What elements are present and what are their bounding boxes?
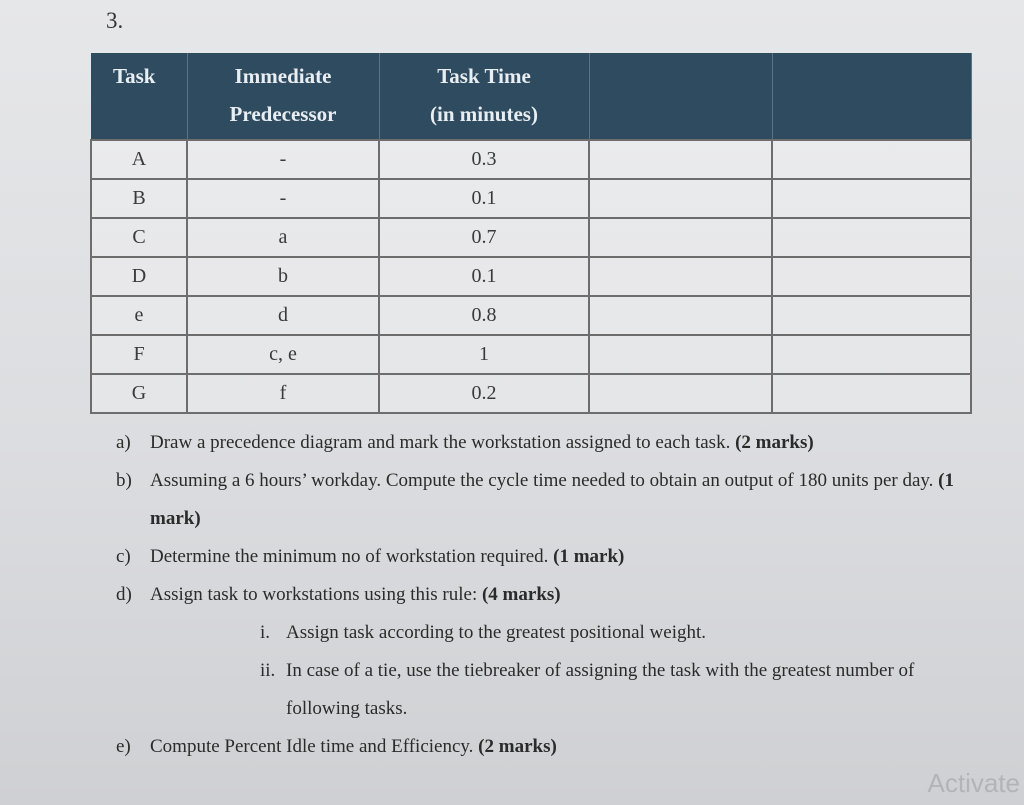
question-marks: (4 marks) xyxy=(481,584,561,605)
cell-empty xyxy=(589,179,772,218)
cell-task: D xyxy=(91,257,187,296)
table-row xyxy=(91,140,971,179)
question-d-ii xyxy=(116,652,976,728)
cell-empty xyxy=(772,257,971,296)
question-c xyxy=(116,538,996,576)
question-number: 3. xyxy=(106,8,124,33)
cell-task: e xyxy=(91,296,187,335)
table-row xyxy=(91,374,971,413)
question-label: a) xyxy=(116,432,131,453)
cell-empty xyxy=(772,374,971,413)
cell-empty xyxy=(772,335,971,374)
question-label: d) xyxy=(116,584,132,605)
cell-empty xyxy=(589,218,772,257)
cell-time: 0.3 xyxy=(379,140,589,179)
question-label: c) xyxy=(116,546,131,567)
cell-time: 0.1 xyxy=(379,179,589,218)
table-row xyxy=(91,296,971,335)
question-label: e) xyxy=(116,736,131,757)
question-text: Assign task to workstations using this rule: xyxy=(150,584,478,605)
table-row xyxy=(91,335,971,374)
sub-question-label: i. xyxy=(260,622,271,643)
cell-time: 0.8 xyxy=(379,296,589,335)
question-d-i xyxy=(116,614,996,652)
cell-empty xyxy=(772,179,971,218)
cell-empty xyxy=(589,335,772,374)
sub-question-text: In case of a tie, use the tiebreaker of assigning the task with the greatest number of following tasks. xyxy=(286,660,915,719)
cell-empty xyxy=(772,218,971,257)
cell-empty xyxy=(589,296,772,335)
question-text: Determine the minimum no of workstation required. xyxy=(150,546,549,567)
cell-task: C xyxy=(91,218,187,257)
question-list xyxy=(116,424,996,766)
cell-time: 1 xyxy=(379,335,589,374)
task-table xyxy=(90,53,972,414)
question-marks: (2 marks) xyxy=(478,736,557,757)
question-marks: (2 marks) xyxy=(735,432,814,453)
cell-predecessor: a xyxy=(187,218,379,257)
question-label: b) xyxy=(116,470,132,491)
table-row xyxy=(91,218,971,257)
cell-time: 0.2 xyxy=(379,374,589,413)
cell-predecessor: d xyxy=(187,296,379,335)
cell-predecessor: f xyxy=(187,374,379,413)
question-text: Compute Percent Idle time and Efficiency. xyxy=(150,736,474,757)
cell-task: G xyxy=(91,374,187,413)
cell-empty xyxy=(589,257,772,296)
cell-task: B xyxy=(91,179,187,218)
question-text: Draw a precedence diagram and mark the workstation assigned to each task. xyxy=(150,432,731,453)
header-immediate-predecessor: Immediate Predecessor xyxy=(187,53,379,140)
header-empty-2 xyxy=(772,53,971,140)
question-d xyxy=(116,576,996,614)
activate-watermark: Activate xyxy=(927,768,1020,798)
cell-predecessor: - xyxy=(187,140,379,179)
cell-time: 0.7 xyxy=(379,218,589,257)
question-a xyxy=(116,424,996,462)
sub-question-text: Assign task according to the greatest positional weight. xyxy=(286,622,707,643)
header-task-time: Task Time (in minutes) xyxy=(379,53,589,140)
header-empty-1 xyxy=(589,53,772,140)
cell-predecessor: - xyxy=(187,179,379,218)
cell-empty xyxy=(772,140,971,179)
cell-task: F xyxy=(91,335,187,374)
cell-predecessor: b xyxy=(187,257,379,296)
header-task: Task xyxy=(91,53,187,140)
table-row xyxy=(91,257,971,296)
cell-time: 0.1 xyxy=(379,257,589,296)
sub-question-label: ii. xyxy=(260,660,276,681)
table-row xyxy=(91,179,971,218)
table-header-row xyxy=(91,53,971,140)
cell-empty xyxy=(589,374,772,413)
cell-empty xyxy=(772,296,971,335)
question-b xyxy=(116,462,990,538)
question-text: Assuming a 6 hours’ workday. Compute the cycle time needed to obtain an output of 180 units per day. xyxy=(150,470,934,491)
cell-task: A xyxy=(91,140,187,179)
cell-empty xyxy=(589,140,772,179)
question-e xyxy=(116,728,996,766)
question-marks: (1 mark) xyxy=(553,546,625,567)
cell-predecessor: c, e xyxy=(187,335,379,374)
question-marks: (1 mark) xyxy=(150,470,954,529)
